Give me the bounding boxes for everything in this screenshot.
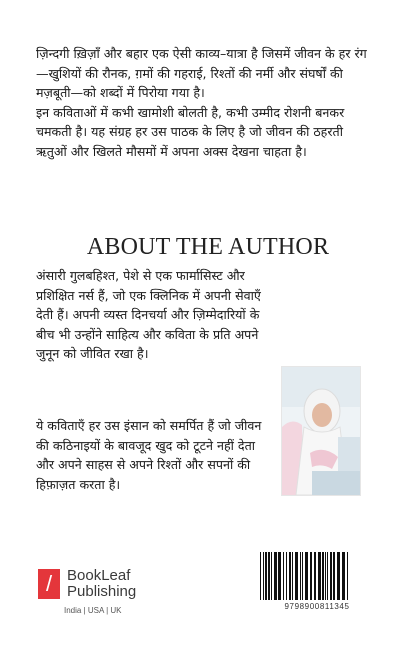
barcode-bar <box>271 552 272 600</box>
barcode-bar <box>274 552 277 600</box>
barcode-bar <box>286 552 287 600</box>
barcode-bar <box>337 552 340 600</box>
barcode-bar <box>330 552 332 600</box>
barcode-bar <box>263 552 264 600</box>
dedication-text: ये कविताएँ हर उस इंसान को समर्पित हैं जो जीवन की कठिनाइयों के बावजूद खुद को टूटने नहीं देता और अपने साहस से अपने रिश्तों और सपनों की हिफ़ाज़त करता है। <box>36 418 262 492</box>
barcode-bar <box>322 552 324 600</box>
barcode-bar <box>302 552 303 600</box>
author-photo-icon <box>281 366 361 496</box>
publisher-name <box>67 568 136 600</box>
barcode-bar <box>347 552 348 600</box>
barcode-bar <box>327 552 328 600</box>
barcode-bar <box>333 552 335 600</box>
synopsis <box>36 44 376 161</box>
barcode-icon <box>258 552 376 600</box>
synopsis-paragraph-1: ज़िन्दगी ख़िज़ाँ और बहार एक ऐसी काव्य–यात्रा है जिसमें जीवन के हर रंग—खुशियों की रौनक, ग़मों की गहराई, रिश्तों की नर्मी और संघर्षों की मज़बूती—को शब्दों में पिरोया गया है। <box>36 46 367 100</box>
barcode-bar <box>289 552 291 600</box>
bookleaf-logo-icon <box>38 566 136 602</box>
about-author-heading: ABOUT THE AUTHOR <box>86 234 330 260</box>
publisher-countries: India | USA | UK <box>64 606 122 615</box>
barcode-bar <box>342 552 345 600</box>
author-photo-illustration <box>282 367 360 495</box>
dedication <box>36 416 276 494</box>
barcode-bar <box>283 552 284 600</box>
barcode-bar <box>325 552 326 600</box>
barcode-bar <box>300 552 301 600</box>
barcode-bar <box>278 552 281 600</box>
author-bio-text: अंसारी गुलबहिश्त, पेशे से एक फार्मासिस्ट और प्रशिक्षित नर्स हैं, जो एक क्लिनिक में अपनी सेवाएँ देती हैं। अपनी व्यस्त दिनचर्या और ज़िम्मेदारियों के बीच भी उन्होंने साहित्य और कविता के प्रति अपने जुनून को जीवित रखा है। <box>36 268 261 361</box>
author-bio <box>36 266 268 364</box>
barcode-bar <box>292 552 293 600</box>
barcode-bar <box>305 552 308 600</box>
barcode-bar <box>314 552 316 600</box>
barcode-bar <box>310 552 312 600</box>
logo-mark: / <box>38 569 60 599</box>
isbn-number: 9798900811345 <box>284 602 350 611</box>
barcode-bar <box>295 552 298 600</box>
barcode-bar <box>265 552 267 600</box>
publisher-name-line1: BookLeaf <box>67 567 131 584</box>
barcode-bar <box>260 552 261 600</box>
barcode-bar <box>318 552 321 600</box>
publisher-name-line2: Publishing <box>67 583 137 600</box>
synopsis-paragraph-2: इन कविताओं में कभी खामोशी बोलती है, कभी उम्मीद रोशनी बनकर चमकती है। यह संग्रह हर उस पाठक के लिए है जो जीवन की ठहरती ऋतुओं और खिलते मौसमों में अपना अक्स देखना चाहता है। <box>36 104 345 159</box>
barcode-bar <box>268 552 270 600</box>
